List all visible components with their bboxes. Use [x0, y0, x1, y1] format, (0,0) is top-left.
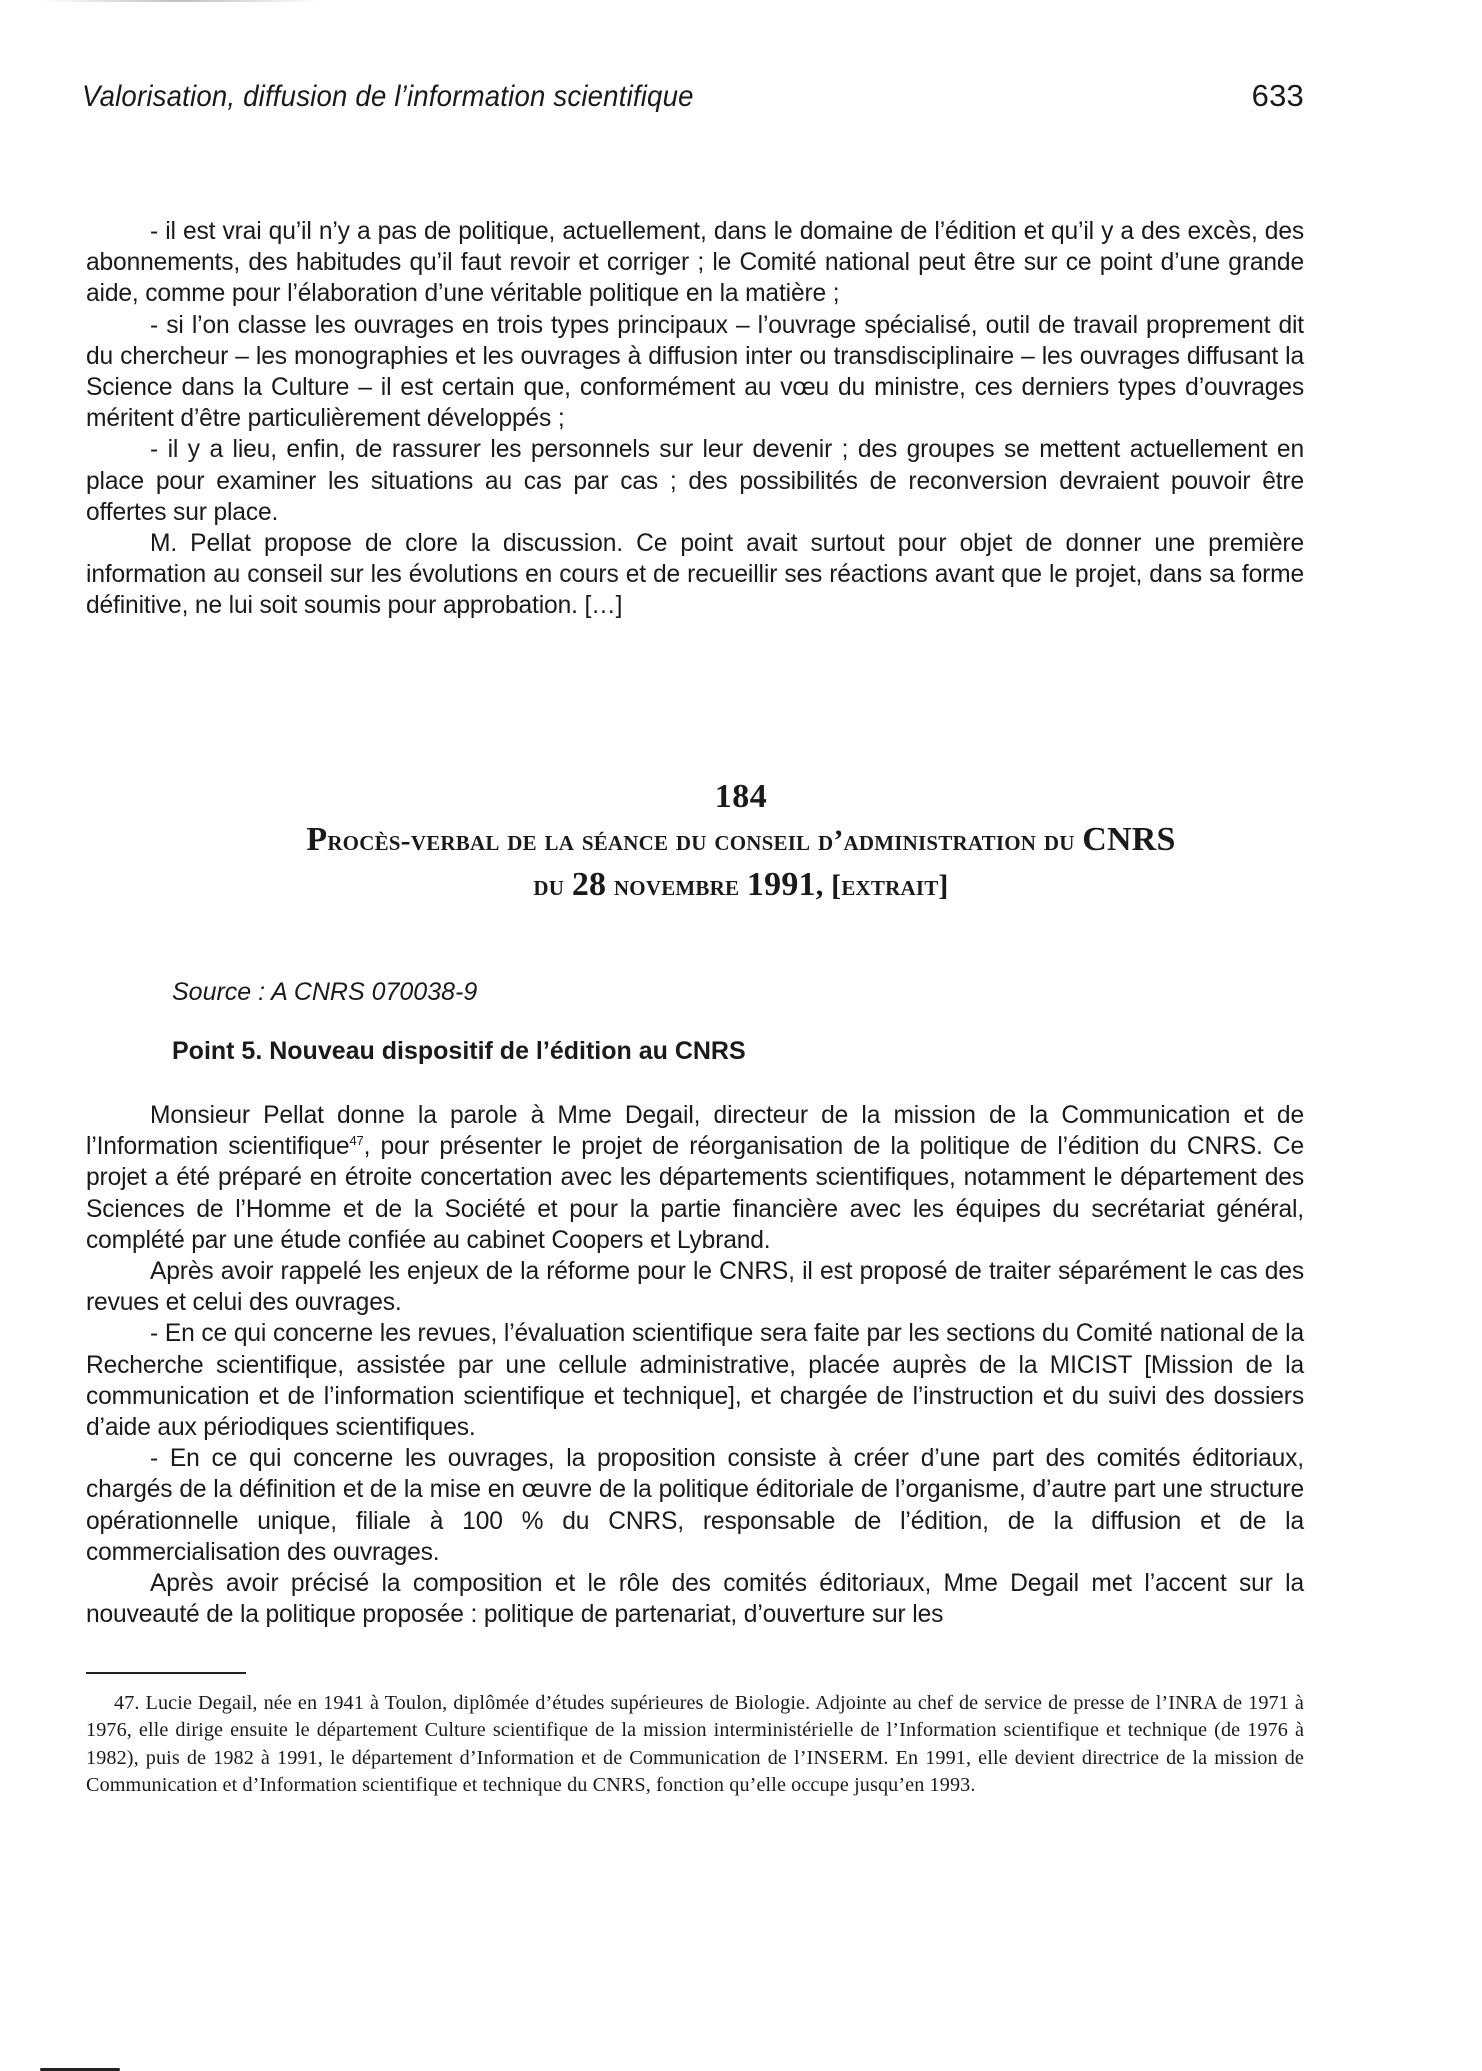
paragraph-text: Monsieur Pellat donne la parole à Mme Degail, directeur de la mission de la Communication et de l’Information scientifique [86, 1102, 1304, 1161]
footnote-47: 47. Lucie Degail, née en 1941 à Toulon, diplômée d’études supérieures de Biologie. Adjointe au chef de service de presse de l’INRA de 1971 à 1976, elle dirige ensuite le département Culture scientifique de la mission interministérielle de l’Information scientifique et technique (de 1976 à 1982), puis de 1982 à 1991, le département d’Information et de Communication de l’INSERM. En 1991, elle devient directrice de la mission de Communication et d’Information scientifique et technique du CNRS, fonction qu’elle occupe jusqu’en 1993. [86, 1692, 1304, 1797]
paragraph: - il y a lieu, enfin, de rassurer les personnels sur leur devenir ; des groupes se mettent actuellement en place pour examiner les situations au cas par cas ; des possibilités de reconversion devraient pouvoir être offertes sur place. [86, 436, 1304, 526]
paragraph: Après avoir rappelé les enjeux de la réforme pour le CNRS, il est proposé de traiter séparément le cas des revues et celui des ouvrages. [86, 1258, 1304, 1317]
source-reference: Source : A CNRS 070038-9 [172, 978, 478, 1006]
running-title: Valorisation, diffusion de l’information scientifique [82, 80, 694, 113]
paragraph: - En ce qui concerne les revues, l’évaluation scientifique sera faite par les sections du Comité national de la Recherche scientifique, assistée par une cellule administrative, placée auprès de la MICIST [Mission de la communication et de l’information scientifique et technique], et chargée de l’instruction et du suivi des dossiers d’aide aux périodiques scientifiques. [86, 1320, 1304, 1442]
document-number: 184 [714, 778, 768, 815]
point-heading: Point 5. Nouveau dispositif de l’édition au CNRS [172, 1037, 746, 1065]
running-header [82, 78, 1304, 114]
paragraph: M. Pellat propose de clore la discussion. Ce point avait surtout pour objet de donner une première information au conseil sur les évolutions en cours et de recueillir ses réactions avant que le projet, dans sa forme définitive, ne lui soit soumis pour approbation. […] [86, 530, 1304, 620]
document-title-line-2 [0, 863, 1482, 908]
title-initial: P [306, 821, 328, 858]
page-number: 633 [1251, 78, 1304, 113]
scan-edge-shadow [40, 0, 320, 2]
footnote-divider [86, 1672, 246, 1674]
paragraph-text: , pour présenter le projet de réorganisation de la politique de l’édition du CNRS. Ce projet a été préparé en étroite concertation avec les départements scientifiques, notamment le département des Sciences de l’Homme et de la Société et pour la partie financière avec les équipes du secrétariat général, complété par une étude confiée au cabinet Coopers et Lybrand. [86, 1133, 1304, 1254]
continuation-text [86, 216, 1304, 622]
paragraph: Après avoir précisé la composition et le rôle des comités éditoriaux, Mme Degail met l’accent sur la nouveauté de la politique proposée : politique de partenariat, d’ouverture sur les [86, 1570, 1304, 1629]
title-day: 28 [571, 866, 607, 903]
title-year: 1991 [746, 866, 816, 903]
document-title [0, 818, 1482, 908]
title-du: du [533, 869, 572, 902]
document-title-line-1 [0, 818, 1482, 863]
paragraph: - En ce qui concerne les ouvrages, la proposition consiste à créer d’une part des comités éditoriaux, chargés de la définition et de la mise en œuvre de la politique éditoriale de l’organisme, d’autre part une structure opérationnelle unique, filiale à 100 % du CNRS, responsable de l’édition, de la diffusion et de la commercialisation des ouvrages. [86, 1445, 1304, 1566]
title-month: novembre [606, 869, 747, 902]
main-text [86, 1100, 1304, 1630]
paragraph: - si l’on classe les ouvrages en trois types principaux – l’ouvrage spécialisé, outil de travail proprement dit du chercheur – les monographies et les ouvrages à diffusion inter ou transdisciplinaire – les ouvrages diffusant la Science dans la Culture – il est certain que, conformément au vœu du ministre, ces derniers types d’ouvrages méritent d’être particulièrement développés ; [86, 311, 1304, 433]
paragraph: - il est vrai qu’il n’y a pas de politique, actuellement, dans le domaine de l’édition et qu’il y a des excès, des abonnements, des habitudes qu’il faut revoir et corriger ; le Comité national peut être sur ce point d’une grande aide, comme pour l’élaboration d’une véritable politique en la matière ; [86, 218, 1304, 308]
title-text: rocès-verbal de la séance du conseil d’administration du [327, 824, 1083, 857]
footnotes [86, 1690, 1304, 1800]
footnote-reference[interactable]: 47 [349, 1133, 364, 1149]
title-acronym: CNRS [1082, 821, 1176, 858]
paragraph [86, 1100, 1304, 1256]
title-extract: , [extrait] [815, 869, 949, 902]
